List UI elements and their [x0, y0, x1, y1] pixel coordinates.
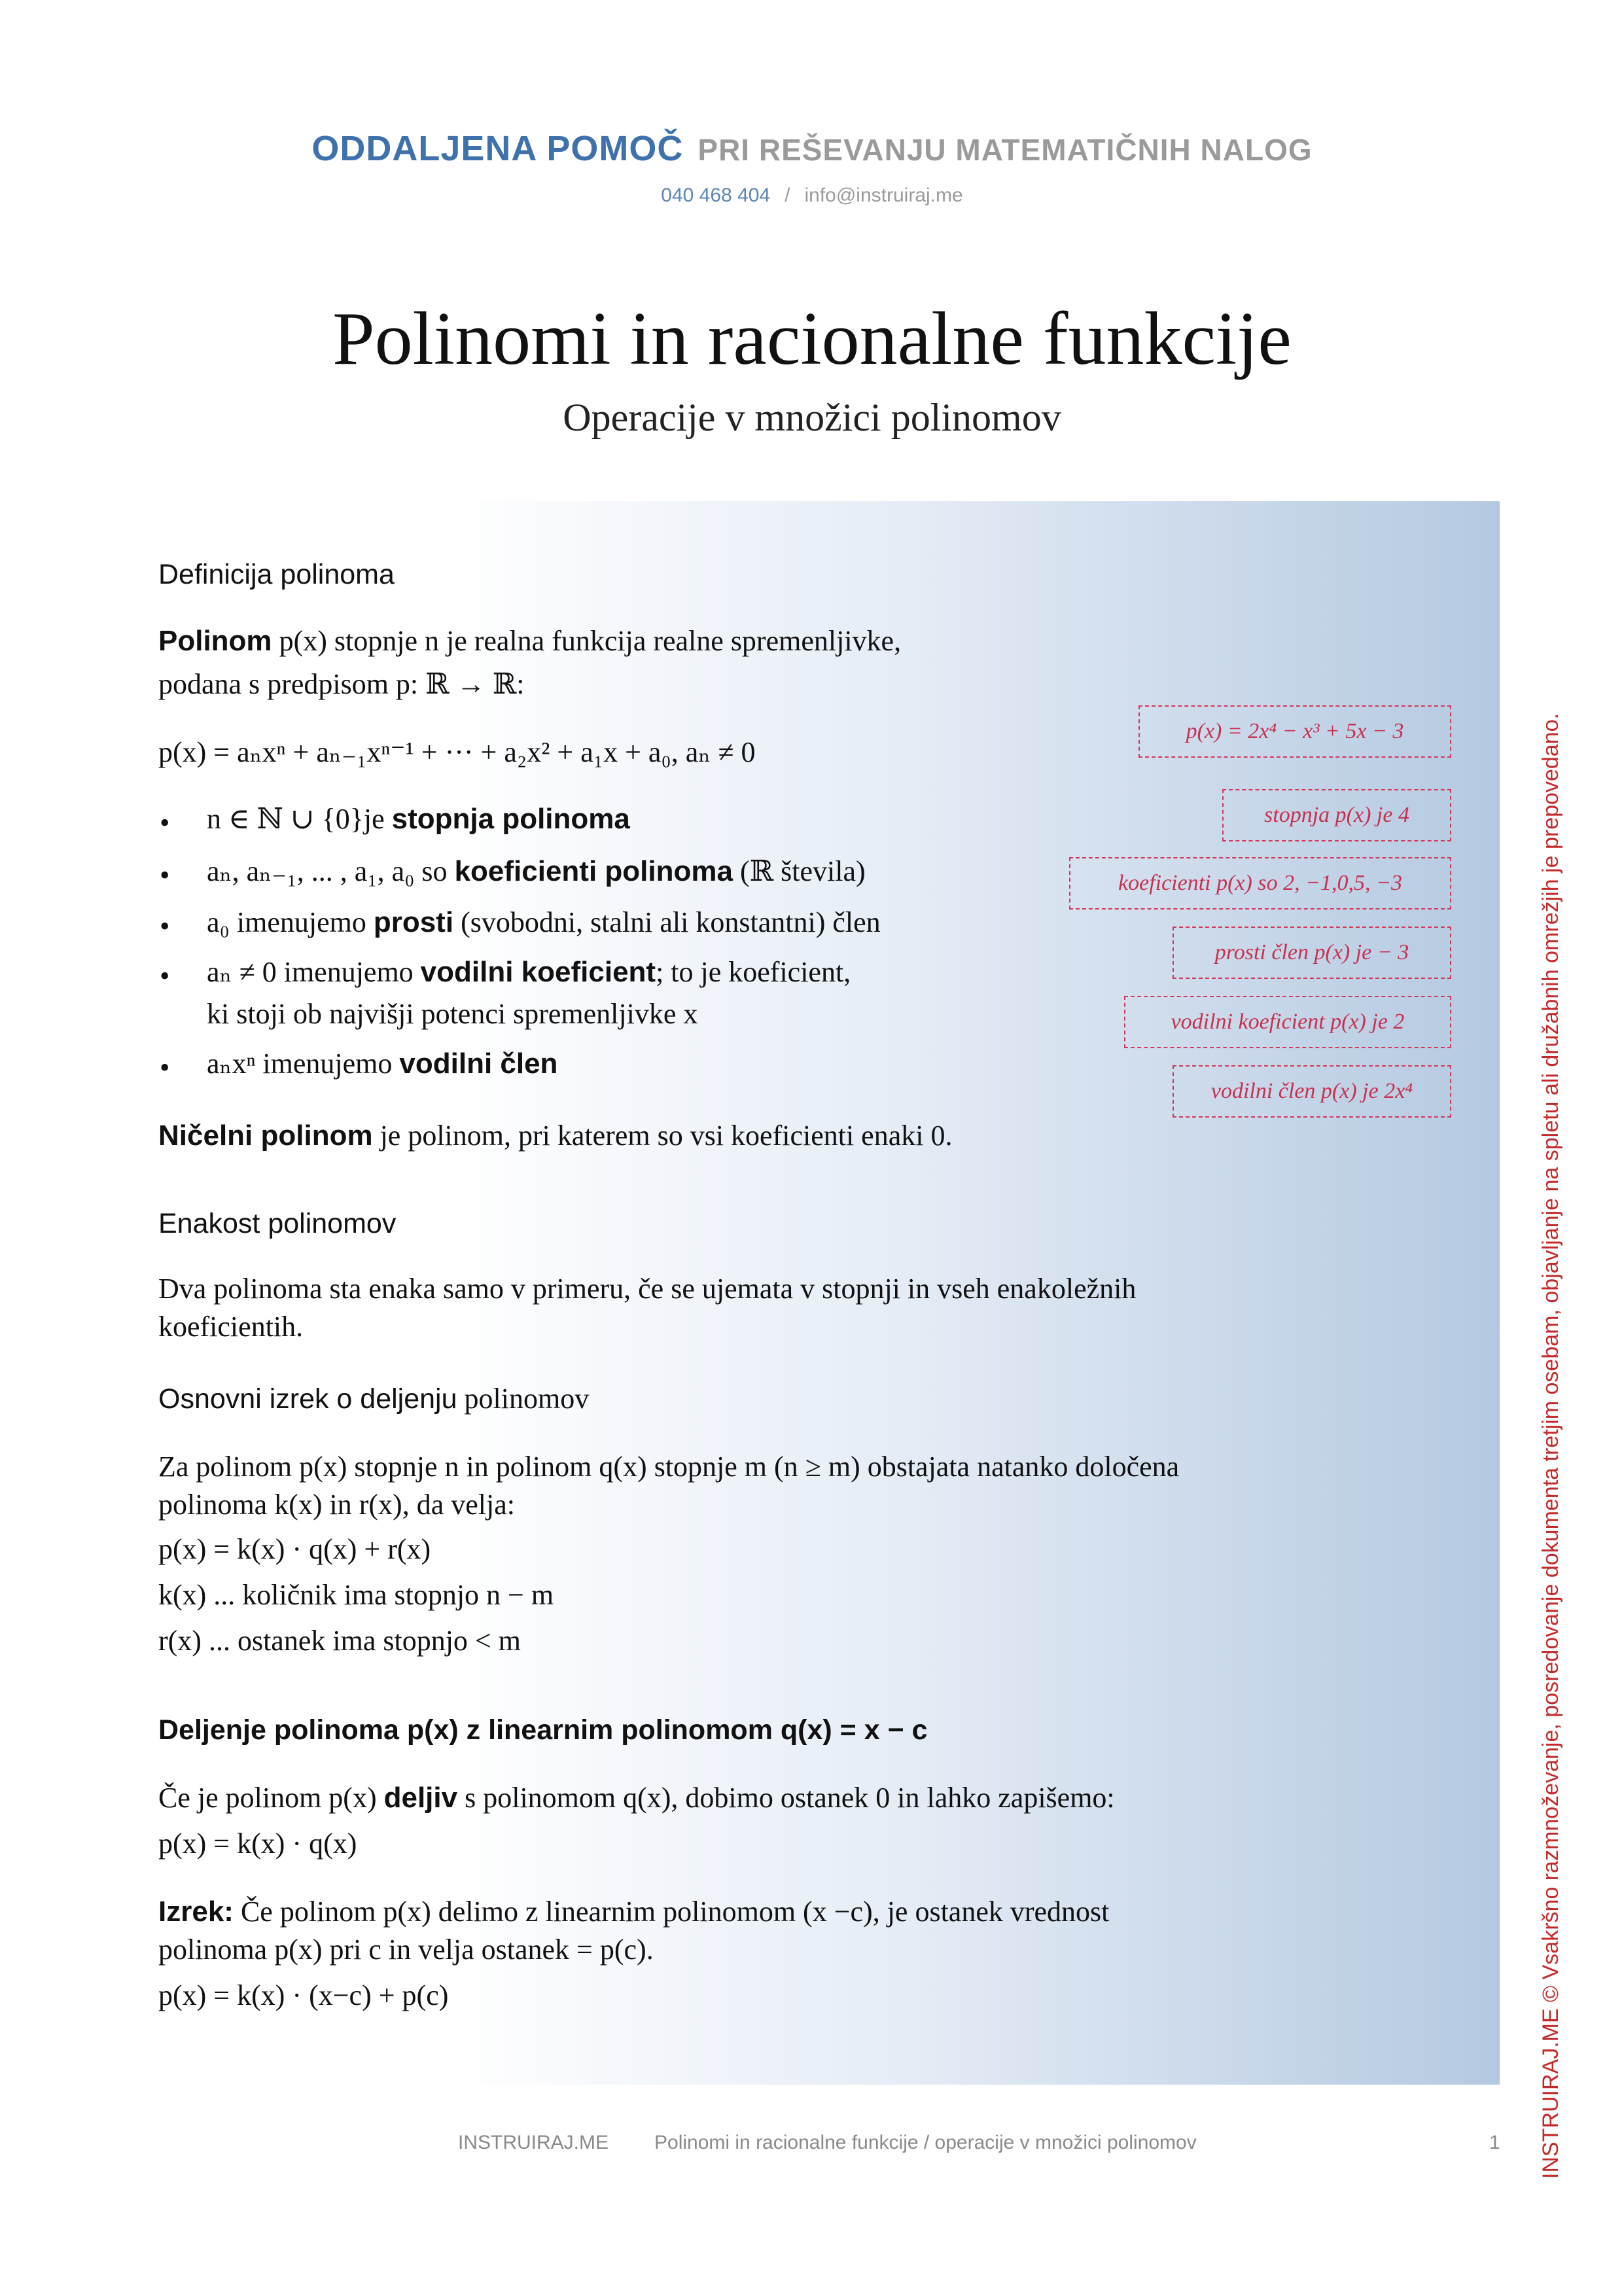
leading-term-note: vodilni člen p(x) je 2x⁴: [1173, 1065, 1451, 1118]
division-formula: p(x) = k(x) · q(x) + r(x): [158, 1533, 431, 1565]
divisible-post: s polinomom q(x), dobimo ostanek 0 in lahko zapišemo:: [457, 1782, 1115, 1814]
bullet-constant-term: [207, 906, 881, 940]
bullet-leading-coef-post: ; to je koeficient,: [656, 956, 851, 988]
division-theorem-line1: Za polinom p(x) stopnje n in polinom q(x) stopnje m (n ≥ m) obstajata natanko določena: [158, 1451, 1180, 1483]
brand-main: ODDALJENA POMOČ: [311, 129, 684, 168]
division-theorem-line2: polinoma k(x) in r(x), da velja:: [158, 1489, 515, 1521]
definition-intro: [158, 624, 901, 658]
bullet-leading-coefficient: [207, 955, 851, 989]
division-theorem-heading-bold: Osnovni izrek o deljenju: [158, 1383, 457, 1415]
bullet-dot: •: [160, 960, 170, 992]
bullet-constant-bold: prosti: [373, 906, 454, 938]
remainder-theorem-line1: [158, 1895, 1109, 1929]
brand-header: [0, 128, 1624, 169]
bullet-degree: [207, 802, 630, 836]
divisible-line: [158, 1781, 1115, 1815]
bullet-dot: •: [160, 859, 170, 891]
bullet-leading-term-bold: vodilni člen: [399, 1048, 558, 1080]
section-heading-equality: Enakost polinomov: [158, 1208, 397, 1239]
divisible-pre: Če je polinom p(x): [158, 1782, 384, 1814]
contact-separator: /: [785, 185, 790, 206]
zero-polynomial: [158, 1119, 952, 1153]
bullet-degree-bold: stopnja polinoma: [391, 803, 630, 835]
definition-intro-bold: Polinom: [158, 625, 272, 657]
bullet-leading-coefficient-line2: ki stoji ob najvišji potenci spremenljivke x: [207, 998, 698, 1030]
coefficients-note: koeficienti p(x) so 2, −1,0,5, −3: [1069, 857, 1451, 910]
zero-polynomial-rest: je polinom, pri katerem so vsi koeficienti enaki 0.: [372, 1120, 953, 1152]
section-heading-linear-division: Deljenje polinoma p(x) z linearnim polinomom q(x) = x − c: [158, 1714, 928, 1746]
degree-note: stopnja p(x) je 4: [1222, 789, 1451, 841]
section-heading-division-theorem: [158, 1382, 589, 1416]
bullet-dot: •: [160, 807, 170, 839]
polynomial-formula: p(x) = aₙxⁿ + aₙ₋₁xⁿ⁻¹ + ··· + a₂x² + a₁x + a₀, aₙ ≠ 0: [158, 736, 756, 768]
remainder-theorem-formula: p(x) = k(x) · (x−c) + p(c): [158, 1979, 449, 2011]
bullet-leading-term-pre: aₙxⁿ imenujemo: [207, 1048, 400, 1080]
section-heading-definition: Definicija polinoma: [158, 559, 395, 590]
remainder-line: r(x) ... ostanek ima stopnjo < m: [158, 1625, 521, 1657]
brand-sub: PRI REŠEVANJU MATEMATIČNIH NALOG: [697, 133, 1313, 167]
bullet-dot: •: [160, 1051, 170, 1084]
footer-page-number: 1: [1489, 2132, 1500, 2153]
bullet-coefficients: [207, 855, 866, 889]
example-polynomial-note: p(x) = 2x⁴ − x³ + 5x − 3: [1139, 705, 1451, 758]
footer-document-title: Polinomi in racionalne funkcije / operacije v množici polinomov: [654, 2132, 1197, 2153]
bullet-degree-pre: n ∈ ℕ ∪ {0}je: [207, 803, 392, 835]
bullet-leading-coef-bold: vodilni koeficient: [420, 956, 656, 988]
phone-number: 040 468 404: [661, 185, 771, 206]
bullet-coefficients-post: (ℝ števila): [732, 855, 866, 887]
leading-coefficient-note: vodilni koeficient p(x) je 2: [1124, 996, 1451, 1048]
email-link[interactable]: info@instruiraj.me: [804, 185, 963, 206]
divisible-formula: p(x) = k(x) · q(x): [158, 1828, 357, 1860]
quotient-line: k(x) ... količnik ima stopnjo n − m: [158, 1579, 554, 1611]
equality-line1: Dva polinoma sta enaka samo v primeru, če se ujemata v stopnji in vseh enakoležnih: [158, 1273, 1137, 1305]
bullet-leading-coef-pre: aₙ ≠ 0 imenujemo: [207, 956, 421, 988]
content-panel: [145, 501, 1500, 2085]
zero-polynomial-bold: Ničelni polinom: [158, 1120, 373, 1152]
bullet-coefficients-bold: koeficienti polinoma: [454, 855, 733, 887]
definition-intro-rest: p(x) stopnje n je realna funkcija realne spremenljivke,: [272, 625, 902, 657]
bullet-constant-post: (svobodni, stalni ali konstantni) člen: [453, 906, 881, 938]
bullet-leading-term: [207, 1047, 557, 1081]
remainder-theorem-text: Če polinom p(x) delimo z linearnim polinomom (x −c), je ostanek vrednost: [233, 1896, 1110, 1928]
contact-line: [0, 185, 1624, 207]
definition-intro-line2: podana s predpisom p: ℝ → ℝ:: [158, 668, 525, 700]
copyright-side-notice: INSTRUIRAJ.ME © Vsakršno razmnoževanje, posredovanje dokumenta tretjim osebam, objavljanje na spletu ali družabnih omrežjih je prepovedano.: [1538, 713, 1563, 2179]
page-subtitle: Operacije v množici polinomov: [563, 396, 1061, 439]
constant-term-note: prosti člen p(x) je − 3: [1173, 927, 1451, 979]
remainder-theorem-label: Izrek:: [158, 1896, 234, 1928]
bullet-dot: •: [160, 910, 170, 942]
equality-line2: koeficientih.: [158, 1311, 304, 1343]
divisible-bold: deljiv: [383, 1782, 458, 1814]
page-title: Polinomi in racionalne funkcije: [332, 297, 1292, 381]
remainder-theorem-line2: polinoma p(x) pri c in velja ostanek = p(c).: [158, 1934, 654, 1966]
bullet-coefficients-pre: aₙ, aₙ₋₁, ... , a₁, a₀ so: [207, 855, 455, 887]
division-theorem-heading-rest: polinomov: [457, 1383, 590, 1415]
bullet-constant-pre: a₀ imenujemo: [207, 906, 374, 938]
footer-site: INSTRUIRAJ.ME: [458, 2132, 609, 2153]
